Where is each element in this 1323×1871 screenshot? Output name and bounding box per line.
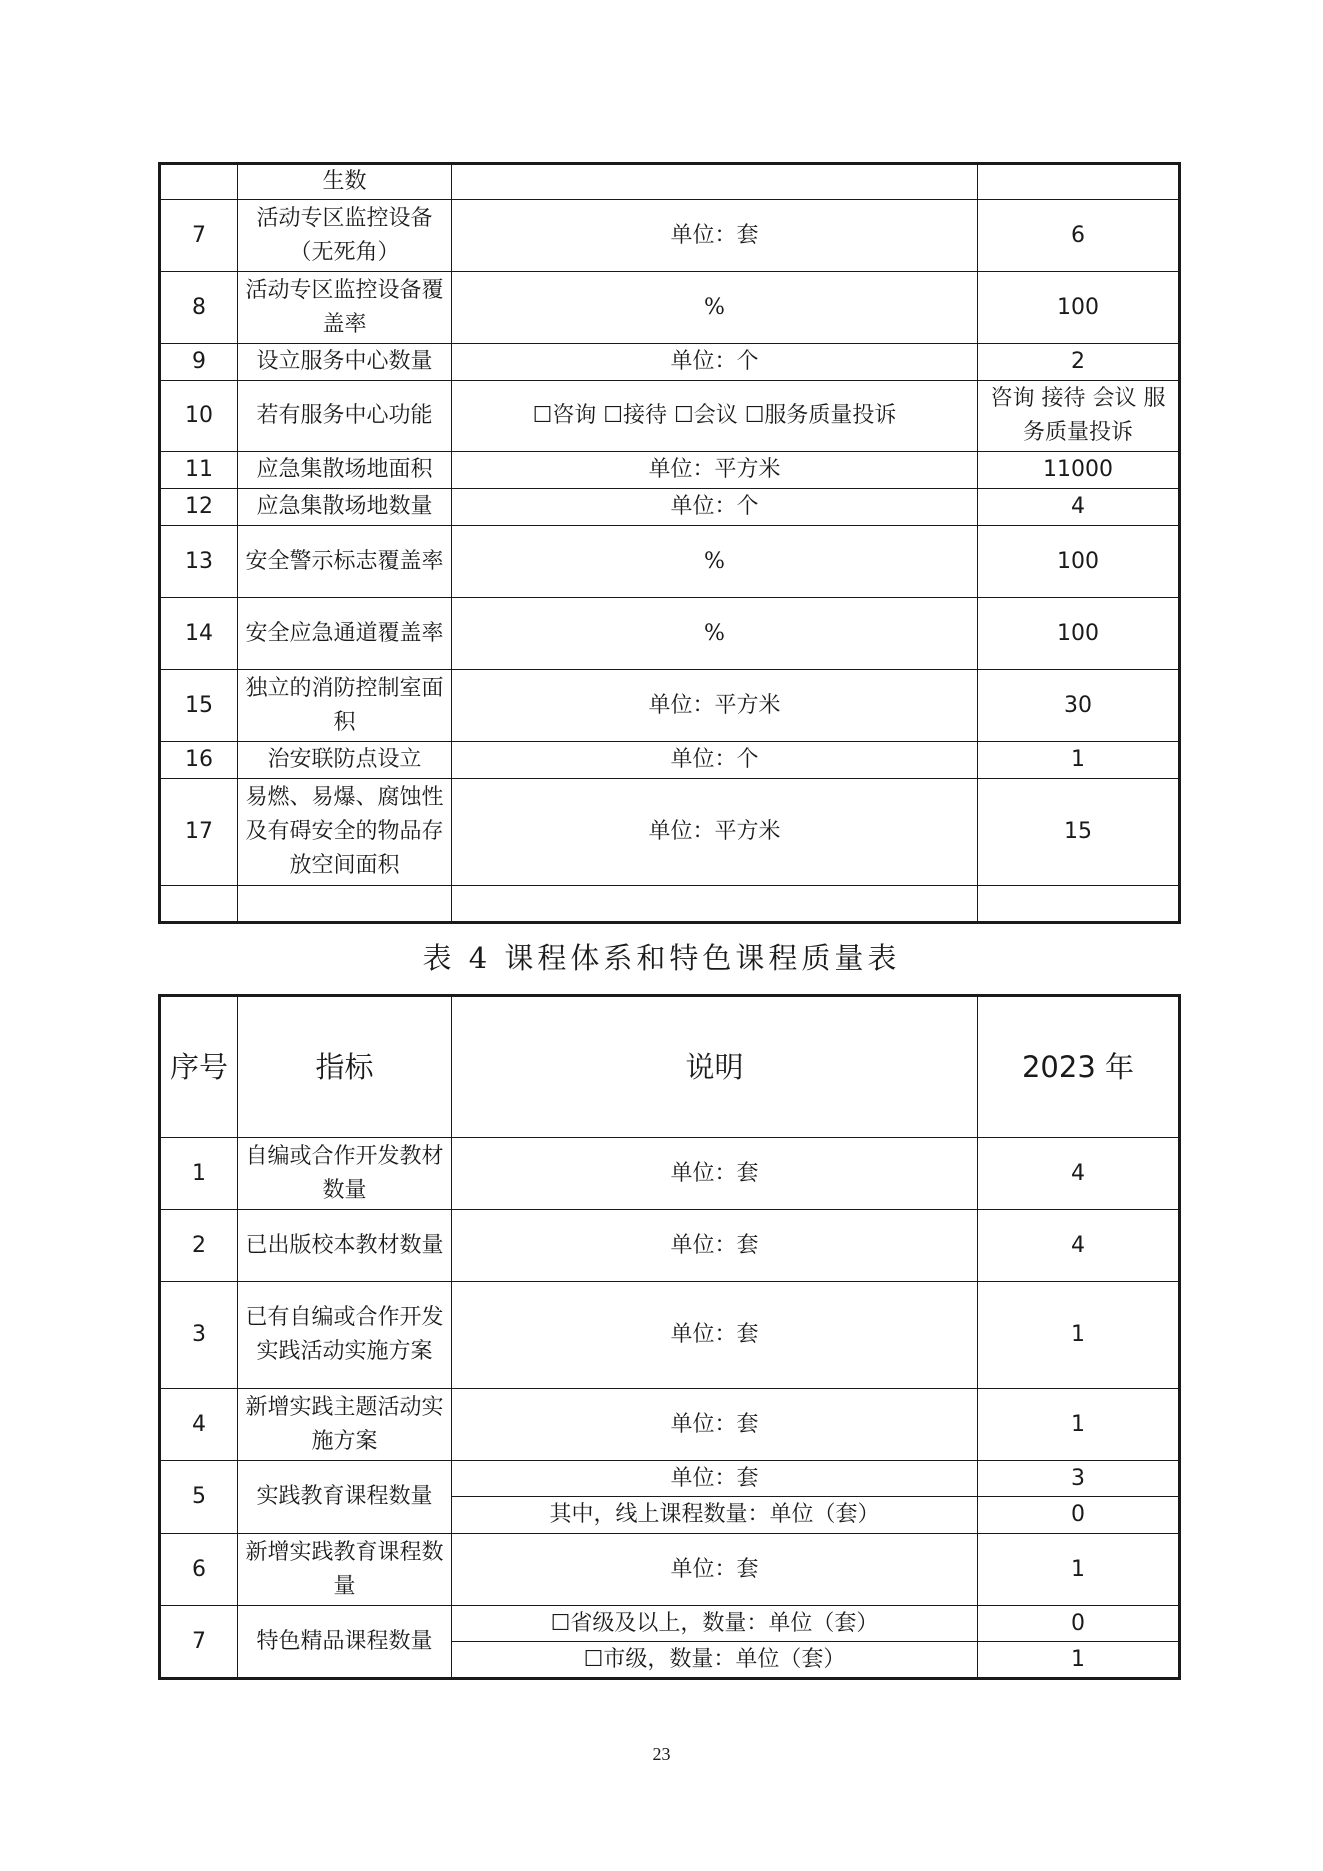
description-cell (452, 886, 978, 923)
table-row (160, 1461, 1180, 1497)
description-cell: 单位：个 (452, 344, 978, 381)
indicator-cell: 活动专区监控设备（无死角） (238, 200, 452, 272)
description-cell: 单位：平方米 (452, 779, 978, 886)
description-cell: ☐咨询 ☐接待 ☐会议 ☐服务质量投诉 (452, 381, 978, 452)
table-row (160, 452, 1180, 489)
description-cell: 单位：套 (452, 1389, 978, 1461)
table-row (160, 1389, 1180, 1461)
table-row (160, 381, 1180, 452)
indicator-cell: 若有服务中心功能 (238, 381, 452, 452)
indicator-cell (238, 886, 452, 923)
value-cell: 4 (978, 1138, 1180, 1210)
row-number: 2 (160, 1210, 238, 1282)
row-number: 11 (160, 452, 238, 489)
value-cell: 100 (978, 598, 1180, 670)
sub-value-cell: 1 (978, 1642, 1180, 1679)
header-row (160, 996, 1180, 1138)
row-number: 5 (160, 1461, 238, 1534)
row-number: 13 (160, 526, 238, 598)
header-year: 2023 年 (978, 996, 1180, 1138)
description-cell: 单位：套 (452, 1210, 978, 1282)
indicator-cell: 治安联防点设立 (238, 742, 452, 779)
row-number: 12 (160, 489, 238, 526)
description-cell: 单位：套 (452, 200, 978, 272)
row-number: 7 (160, 200, 238, 272)
value-cell: 2 (978, 344, 1180, 381)
description-cell: 单位：套 (452, 1282, 978, 1389)
indicator-cell: 设立服务中心数量 (238, 344, 452, 381)
row-number: 1 (160, 1138, 238, 1210)
page-number: 23 (652, 1744, 671, 1764)
table-row (160, 1210, 1180, 1282)
description-cell: % (452, 526, 978, 598)
table-row (160, 670, 1180, 742)
row-number: 15 (160, 670, 238, 742)
value-cell: 11000 (978, 452, 1180, 489)
value-cell: 4 (978, 489, 1180, 526)
value-cell: 30 (978, 670, 1180, 742)
row-number: 10 (160, 381, 238, 452)
table-row (160, 489, 1180, 526)
indicator-cell: 实践教育课程数量 (238, 1461, 452, 1534)
value-cell: 4 (978, 1210, 1180, 1282)
indicator-cell: 安全应急通道覆盖率 (238, 598, 452, 670)
value-cell: 3 (978, 1461, 1180, 1497)
indicator-cell: 新增实践主题活动实施方案 (238, 1389, 452, 1461)
description-cell: ☐省级及以上，数量：单位（套） (452, 1606, 978, 1642)
value-cell: 1 (978, 742, 1180, 779)
table-row (160, 598, 1180, 670)
sub-description-cell: ☐市级，数量：单位（套） (452, 1642, 978, 1679)
description-cell: 单位：平方米 (452, 670, 978, 742)
header-no: 序号 (160, 996, 238, 1138)
description-cell: 单位：套 (452, 1138, 978, 1210)
value-cell: 15 (978, 779, 1180, 886)
indicator-cell: 安全警示标志覆盖率 (238, 526, 452, 598)
table-row (160, 1534, 1180, 1606)
indicator-cell: 新增实践教育课程数量 (238, 1534, 452, 1606)
row-number (160, 164, 238, 200)
table-row (160, 1138, 1180, 1210)
indicator-cell: 已出版校本教材数量 (238, 1210, 452, 1282)
value-cell: 0 (978, 1606, 1180, 1642)
description-cell: 单位：个 (452, 742, 978, 779)
indicator-cell: 应急集散场地面积 (238, 452, 452, 489)
indicator-cell: 应急集散场地数量 (238, 489, 452, 526)
description-cell (452, 164, 978, 200)
value-cell (978, 886, 1180, 923)
table-row (160, 1282, 1180, 1389)
table-row (160, 526, 1180, 598)
table-caption: 表 4 课程体系和特色课程质量表 (422, 941, 901, 975)
indicator-cell: 已有自编或合作开发实践活动实施方案 (238, 1282, 452, 1389)
sub-description-cell: 其中，线上课程数量：单位（套） (452, 1497, 978, 1534)
table-row (160, 1606, 1180, 1642)
row-number: 9 (160, 344, 238, 381)
description-cell: 单位：套 (452, 1461, 978, 1497)
description-cell: % (452, 272, 978, 344)
value-cell: 100 (978, 272, 1180, 344)
row-number: 14 (160, 598, 238, 670)
row-number: 7 (160, 1606, 238, 1679)
value-cell: 100 (978, 526, 1180, 598)
table-row (160, 886, 1180, 923)
indicator-cell: 易燃、易爆、腐蚀性及有碍安全的物品存放空间面积 (238, 779, 452, 886)
row-number: 3 (160, 1282, 238, 1389)
value-cell: 1 (978, 1534, 1180, 1606)
description-cell: 单位：个 (452, 489, 978, 526)
description-cell: 单位：套 (452, 1534, 978, 1606)
table-row (160, 164, 1180, 200)
curriculum-quality-table (158, 994, 1181, 1680)
description-cell: 单位：平方米 (452, 452, 978, 489)
row-number: 17 (160, 779, 238, 886)
header-indicator: 指标 (238, 996, 452, 1138)
table-row (160, 779, 1180, 886)
table-row (160, 272, 1180, 344)
value-cell: 6 (978, 200, 1180, 272)
row-number: 6 (160, 1534, 238, 1606)
indicator-cell: 活动专区监控设备覆盖率 (238, 272, 452, 344)
indicator-cell: 自编或合作开发教材数量 (238, 1138, 452, 1210)
description-cell: % (452, 598, 978, 670)
row-number: 4 (160, 1389, 238, 1461)
row-number: 8 (160, 272, 238, 344)
table-row (160, 200, 1180, 272)
row-number (160, 886, 238, 923)
sub-value-cell: 0 (978, 1497, 1180, 1534)
indicator-cell: 独立的消防控制室面积 (238, 670, 452, 742)
value-cell (978, 164, 1180, 200)
table-row (160, 742, 1180, 779)
row-number: 16 (160, 742, 238, 779)
header-description: 说明 (452, 996, 978, 1138)
value-cell: 咨询 接待 会议 服务质量投诉 (978, 381, 1180, 452)
value-cell: 1 (978, 1282, 1180, 1389)
table-row (160, 344, 1180, 381)
facility-safety-table (158, 162, 1181, 924)
indicator-cell: 生数 (238, 164, 452, 200)
value-cell: 1 (978, 1389, 1180, 1461)
indicator-cell: 特色精品课程数量 (238, 1606, 452, 1679)
